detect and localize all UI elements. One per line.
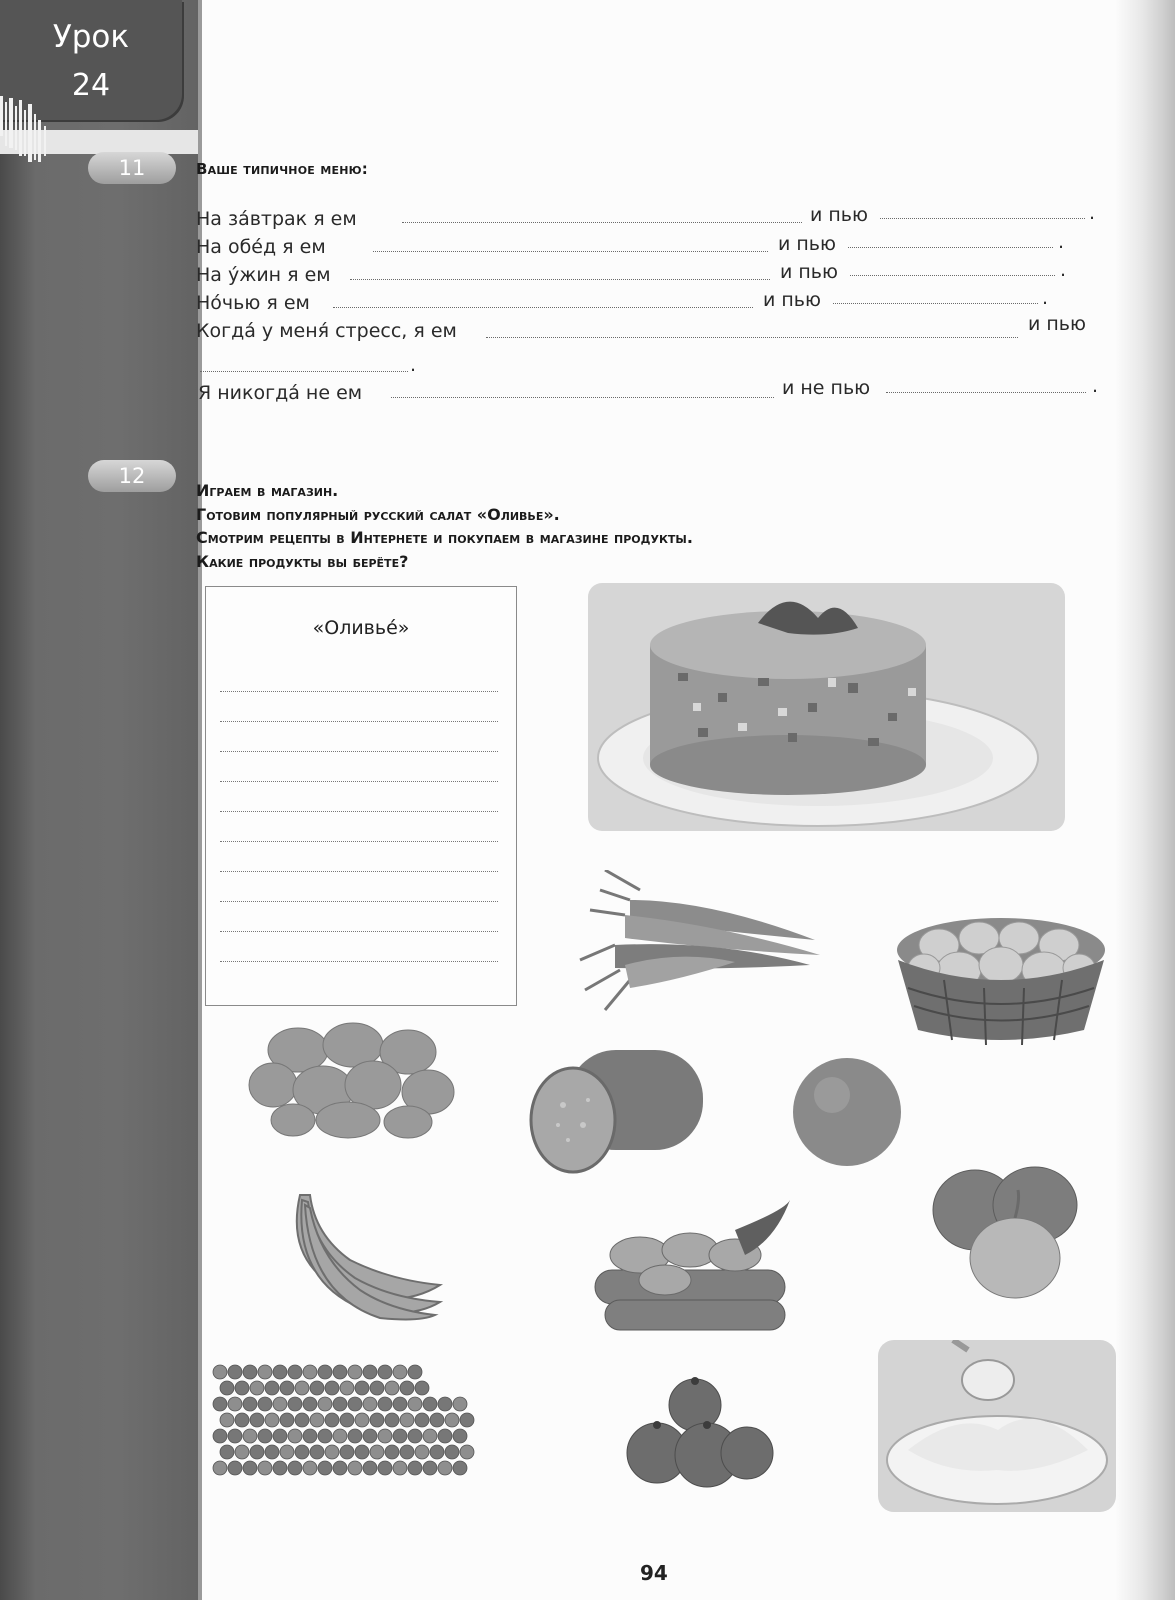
blank-line — [373, 250, 768, 252]
exercise-12-instructions — [196, 479, 693, 573]
instruction-line: Готовим популярный русский салат «Оливье». — [196, 504, 560, 524]
lesson-word: Урок — [52, 19, 130, 55]
blank-line — [886, 391, 1086, 393]
writing-line — [220, 901, 498, 902]
blank-line — [402, 221, 802, 223]
period: . — [410, 354, 417, 376]
lesson-number: 24 — [71, 68, 111, 103]
recipe-box — [205, 586, 517, 1006]
menu-line-breakfast: На за́втрак я ем — [196, 208, 357, 230]
blank-line — [880, 217, 1085, 219]
recipe-title: «Оливье́» — [312, 617, 410, 639]
page-number: 94 — [640, 1561, 668, 1585]
blank-line — [391, 396, 774, 398]
sausage-photo — [528, 1045, 708, 1175]
bananas-photo — [280, 1190, 450, 1325]
instruction-line: Играем в магазин. — [196, 481, 339, 500]
menu-line-stress: Когда́ у меня́ стресс, я ем — [196, 320, 457, 342]
exercise-11-title: Ваше типичное меню: — [196, 160, 368, 178]
period: . — [1089, 202, 1096, 224]
writing-line — [220, 961, 498, 962]
menu-line-night: Но́чью я ем — [196, 292, 310, 314]
blank-line — [486, 336, 1018, 338]
mayonnaise-photo — [878, 1340, 1116, 1512]
period: . — [1060, 259, 1067, 281]
eggs-basket-photo — [894, 910, 1109, 1045]
peas-photo — [210, 1360, 480, 1485]
blank-line — [848, 246, 1053, 248]
menu-line-never: Я никогда́ не ем — [198, 382, 363, 404]
olivier-salad-photo — [588, 583, 1065, 831]
writing-line — [220, 871, 498, 872]
barcode-decoration — [0, 96, 54, 162]
sidebar — [0, 0, 198, 1600]
period: . — [1058, 231, 1065, 253]
orange-photo — [790, 1055, 905, 1170]
blank-line — [850, 274, 1055, 276]
instruction-line: Какие продукты вы берёте? — [196, 551, 409, 571]
drink-label: и пью — [1028, 313, 1087, 335]
period: . — [1042, 287, 1049, 309]
exercise-12-badge: 12 — [88, 460, 176, 492]
page-edge-shadow — [1115, 0, 1175, 1600]
pickles-photo — [585, 1200, 800, 1335]
writing-line — [220, 751, 498, 752]
menu-line-lunch: На обе́д я ем — [196, 236, 326, 258]
writing-line — [220, 721, 498, 722]
drink-label: и пью — [763, 289, 822, 311]
blank-line — [350, 278, 770, 280]
blank-line — [833, 302, 1038, 304]
blank-line — [200, 370, 408, 372]
writing-line — [220, 691, 498, 692]
drink-label: и пью — [810, 204, 869, 226]
blank-line — [333, 306, 753, 308]
writing-line — [220, 781, 498, 782]
period: . — [1092, 375, 1099, 397]
menu-line-dinner: На у́жин я ем — [196, 264, 331, 286]
tomatoes-photo — [625, 1375, 775, 1495]
drink-label: и пью — [780, 261, 839, 283]
onions-photo — [920, 1160, 1090, 1300]
instruction-line: Смотрим рецепты в Интернете и покупаем в магазине продукты. — [196, 528, 693, 547]
writing-line — [220, 811, 498, 812]
potatoes-photo — [248, 1020, 458, 1140]
drink-label: и пью — [778, 233, 837, 255]
carrots-photo — [570, 870, 840, 1020]
writing-line — [220, 931, 498, 932]
writing-line — [220, 841, 498, 842]
exercise-11-badge: 11 — [88, 152, 176, 184]
drink-label: и не пью — [782, 377, 871, 399]
